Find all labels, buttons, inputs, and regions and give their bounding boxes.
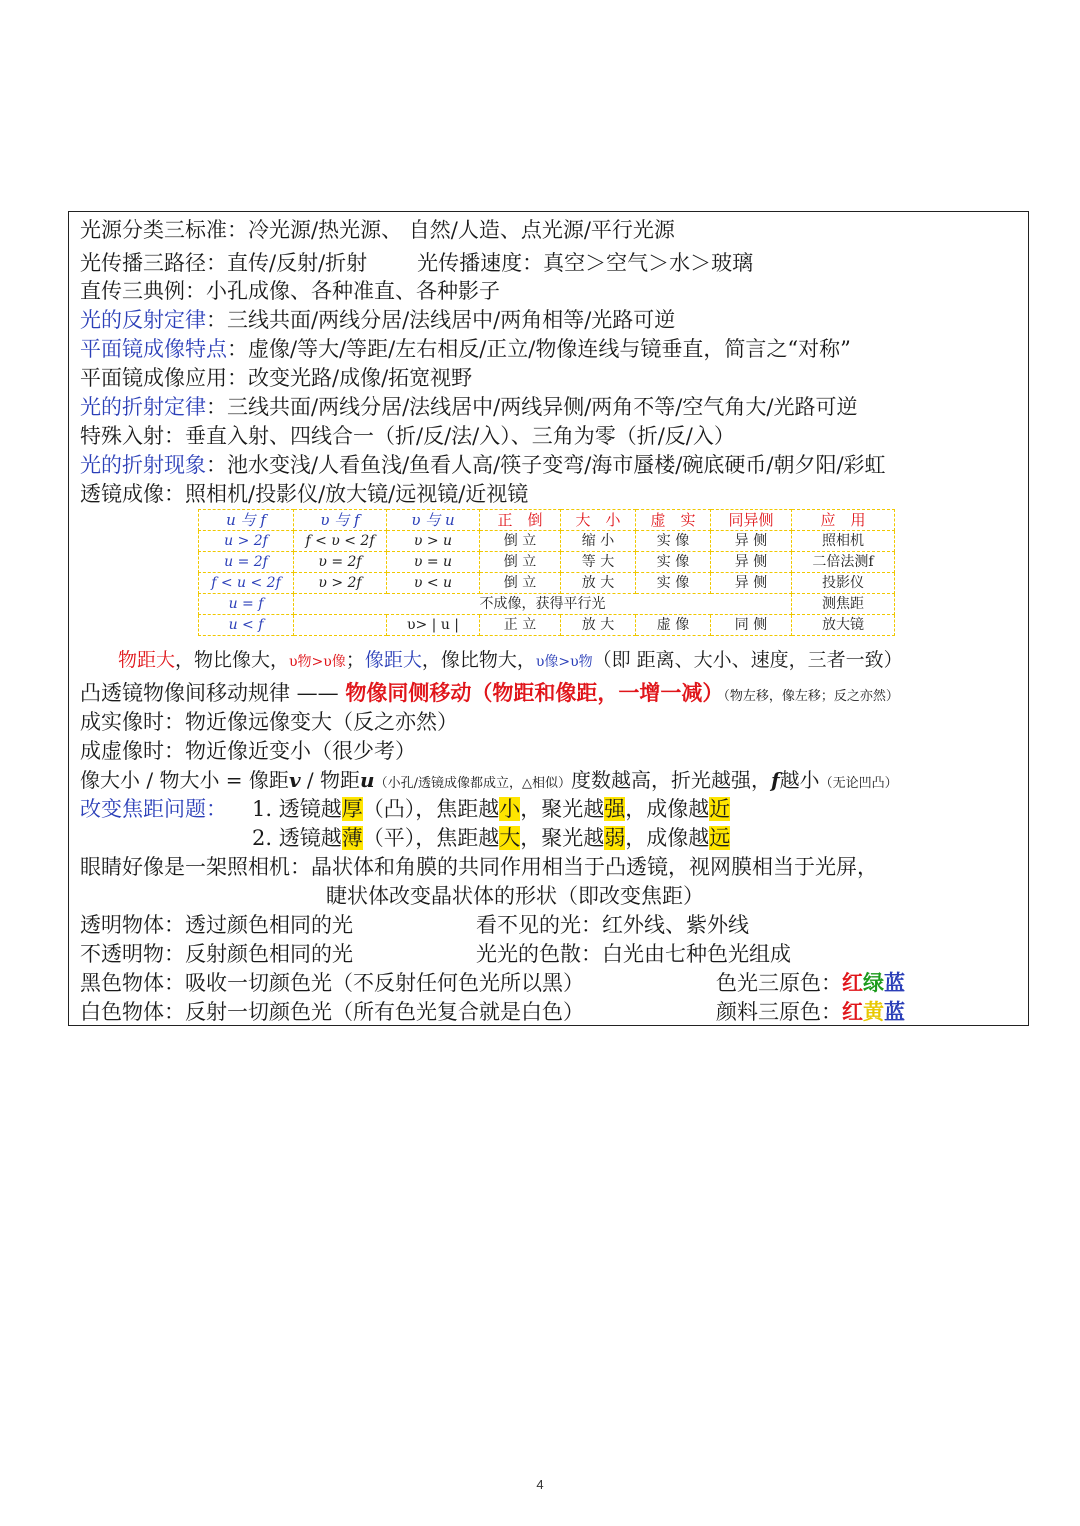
- pigment-yellow: 黄: [863, 999, 884, 1024]
- table-cell: 照相机: [792, 531, 895, 552]
- primary-red: 红: [842, 970, 863, 995]
- mirror-feature-label: 平面镜成像特点: [80, 337, 227, 361]
- rule-text-3: （即 距离、大小、速度，三者一致）: [592, 649, 903, 671]
- speed-compare-2: υ像>υ物: [535, 654, 593, 670]
- table-cell: 虚 像: [636, 615, 711, 636]
- transparent-object: 透明物体：透过颜色相同的光: [80, 913, 353, 937]
- table-cell: 测焦距: [792, 594, 895, 615]
- table-cell: 二倍法测f: [792, 552, 895, 573]
- ratio-note: （小孔/透镜成像都成立，△相似）: [374, 776, 571, 791]
- table-header-cell: u 与 f: [199, 510, 294, 531]
- line-lens-imaging: 透镜成像：照相机/投影仪/放大镜/远视镜/近视镜: [80, 482, 529, 506]
- table-cell: 放 大: [561, 615, 636, 636]
- pigment-primary-label: 颜料三原色：: [716, 1000, 842, 1024]
- table-cell: υ> | u |: [387, 615, 480, 636]
- ratio-note-2: （无论凹凸）: [819, 776, 898, 791]
- line-size-ratio: [80, 766, 898, 798]
- table-cell: υ = 2f: [294, 552, 387, 573]
- table-cell: 倒 立: [480, 552, 561, 573]
- table-cell: 正 立: [480, 615, 561, 636]
- pigment-blue: 蓝: [884, 999, 905, 1024]
- line-refraction-phenomena: [80, 451, 886, 479]
- table-cell: 异 侧: [711, 552, 792, 573]
- table-header-cell: υ 与 u: [387, 510, 480, 531]
- pigment-red: 红: [842, 999, 863, 1024]
- propagation-paths: 光传播三路径：直传/反射/折射: [80, 251, 368, 275]
- table-header-cell: 虚 实: [636, 510, 711, 531]
- focal-highlight: 远: [709, 826, 731, 850]
- table-cell: 不成像，获得平行光: [294, 594, 792, 615]
- focal-text: ，聚光越: [520, 797, 605, 821]
- refraction-law-text: ：三线共面/两线分居/法线居中/两线异侧/两角不等/空气角大/光路可逆: [206, 395, 858, 419]
- speed-compare-1: υ物>υ像: [289, 654, 346, 670]
- table-row: [199, 531, 895, 552]
- line-color-2: [80, 940, 791, 968]
- focal-text: ，成像越: [625, 797, 710, 821]
- ratio-text-1: 像大小 / 物大小 = 像距: [80, 768, 289, 792]
- primary-green: 绿: [863, 970, 884, 995]
- table-cell: u = 2f: [199, 552, 294, 573]
- ratio-u: u: [360, 768, 375, 792]
- table-cell: 实 像: [636, 573, 711, 594]
- focal-text: （平），焦距越: [362, 826, 500, 850]
- line-focal-1: [80, 795, 730, 823]
- line-convex-movement: [80, 679, 899, 711]
- ratio-text-3: 度数越高，折光越强，: [570, 768, 771, 792]
- focal-highlight: 强: [604, 797, 626, 821]
- table-header-cell: υ 与 f: [294, 510, 387, 531]
- table-header-cell: 同异侧: [711, 510, 792, 531]
- ratio-text-2: / 物距: [300, 768, 361, 792]
- line-real-image: 成实像时：物近像远像变大（反之亦然）: [80, 710, 458, 734]
- table-cell: 异 侧: [711, 573, 792, 594]
- table-cell: υ < u: [387, 573, 480, 594]
- lens-imaging-table: [198, 509, 895, 636]
- table-row: [199, 552, 895, 573]
- convex-movement-label: 凸透镜物像间移动规律 ——: [80, 681, 346, 705]
- focal-label: 改变焦距问题：: [80, 797, 227, 821]
- focal-text: ，成像越: [625, 826, 710, 850]
- table-cell: u < f: [199, 615, 294, 636]
- table-cell: υ > u: [387, 531, 480, 552]
- page-number: 4: [536, 1477, 544, 1492]
- table-cell: u > 2f: [199, 531, 294, 552]
- focal-highlight: 近: [709, 797, 731, 821]
- table-cell: u = f: [199, 594, 294, 615]
- rule-text-2: ，像比物大，: [421, 649, 536, 671]
- line-reflection-law: [80, 306, 675, 334]
- table-header-row: [199, 510, 895, 531]
- line-eye-2: 睫状体改变晶状体的形状（即改变焦距）: [326, 884, 704, 908]
- table-row: [199, 573, 895, 594]
- line-eye-1: 眼睛好像是一架照相机：晶状体和角膜的共同作用相当于凸透镜，视网膜相当于光屏，: [80, 855, 878, 879]
- light-primary-label: 色光三原色：: [716, 971, 842, 995]
- primary-blue: 蓝: [884, 970, 905, 995]
- image-distance-large: 像距大: [364, 649, 422, 671]
- table-cell: υ = u: [387, 552, 480, 573]
- focal-highlight: 薄: [341, 826, 363, 850]
- line-color-3: [80, 969, 905, 997]
- table-header-cell: 正 倒: [480, 510, 561, 531]
- line-propagation: [80, 249, 753, 277]
- opaque-object: 不透明物：反射颜色相同的光: [80, 942, 353, 966]
- table-cell: 投影仪: [792, 573, 895, 594]
- white-object: 白色物体：反射一切颜色光（所有色光复合就是白色）: [80, 1000, 584, 1024]
- mirror-feature-text: ：虚像/等大/等距/左右相反/正立/物像连线与镜垂直，简言之“对称”: [227, 337, 851, 361]
- line-focal-2: [252, 824, 730, 852]
- ratio-f: f: [770, 768, 780, 792]
- line-light-source: 光源分类三标准：冷光源/热光源、 自然/人造、点光源/平行光源: [80, 218, 675, 242]
- refraction-phenomena-label: 光的折射现象: [80, 453, 206, 477]
- line-color-1: [80, 911, 749, 939]
- table-cell: 缩 小: [561, 531, 636, 552]
- line-special-incidence: 特殊入射：垂直入射、四线合一（折/反/法/入）、三角为零（折/反/入）: [80, 424, 735, 448]
- line-mirror-application: 平面镜成像应用：改变光路/成像/拓宽视野: [80, 366, 473, 390]
- table-cell: [294, 615, 387, 636]
- focal-highlight: 小: [499, 797, 521, 821]
- line-virtual-image: 成虚像时：物近像近变小（很少考）: [80, 739, 416, 763]
- reflection-law-label: 光的反射定律: [80, 308, 206, 332]
- table-cell: 实 像: [636, 531, 711, 552]
- table-row: [199, 615, 895, 636]
- reflection-law-text: ：三线共面/两线分居/法线居中/两角相等/光路可逆: [206, 308, 676, 332]
- dispersion: 光光的色散：白光由七种色光组成: [476, 942, 791, 966]
- table-cell: f < υ < 2f: [294, 531, 387, 552]
- table-cell: f < u < 2f: [199, 573, 294, 594]
- black-object: 黑色物体：吸收一切颜色光（不反射任何色光所以黑）: [80, 971, 584, 995]
- rule-separator: ；: [345, 649, 365, 671]
- table-header-cell: 大 小: [561, 510, 636, 531]
- line-refraction-law: [80, 393, 857, 421]
- focal-text: 1. 透镜越: [252, 797, 342, 821]
- table-cell: 倒 立: [480, 531, 561, 552]
- line-straight: 直传三典例：小孔成像、各种准直、各种影子: [80, 279, 500, 303]
- line-mirror-feature: [80, 335, 851, 363]
- table-cell: 倒 立: [480, 573, 561, 594]
- focal-highlight: 弱: [604, 826, 626, 850]
- refraction-phenomena-text: ：池水变浅/人看鱼浅/鱼看人高/筷子变弯/海市蜃楼/碗底硬币/朝夕阳/彩虹: [206, 453, 886, 477]
- refraction-law-label: 光的折射定律: [80, 395, 206, 419]
- rule-text-1: ，物比像大，: [175, 649, 290, 671]
- focal-text: ，聚光越: [520, 826, 605, 850]
- focal-text: 2. 透镜越: [252, 826, 342, 850]
- line-distance-rule: [118, 646, 903, 676]
- focal-highlight: 大: [499, 826, 521, 850]
- table-cell: 放大镜: [792, 615, 895, 636]
- table-cell: 同 侧: [711, 615, 792, 636]
- ratio-v: v: [288, 768, 301, 792]
- ratio-text-4: 越小: [779, 768, 820, 792]
- table-cell: 放 大: [561, 573, 636, 594]
- focal-highlight: 厚: [341, 797, 363, 821]
- line-color-4: [80, 998, 905, 1026]
- convex-movement-rule: 物像同侧移动（物距和像距，一增一减）: [345, 680, 724, 705]
- table-cell: 异 侧: [711, 531, 792, 552]
- table-cell: υ > 2f: [294, 573, 387, 594]
- invisible-light: 看不见的光：红外线、紫外线: [476, 913, 749, 937]
- convex-movement-note: （物左移，像左移；反之亦然）: [723, 689, 899, 704]
- focal-text: （凸），焦距越: [362, 797, 500, 821]
- object-distance-large: 物距大: [118, 649, 176, 671]
- propagation-speed: 光传播速度：真空＞空气＞水＞玻璃: [417, 251, 754, 275]
- table-header-cell: 应 用: [792, 510, 895, 531]
- table-row: [199, 594, 895, 615]
- table-cell: 等 大: [561, 552, 636, 573]
- table-cell: 实 像: [636, 552, 711, 573]
